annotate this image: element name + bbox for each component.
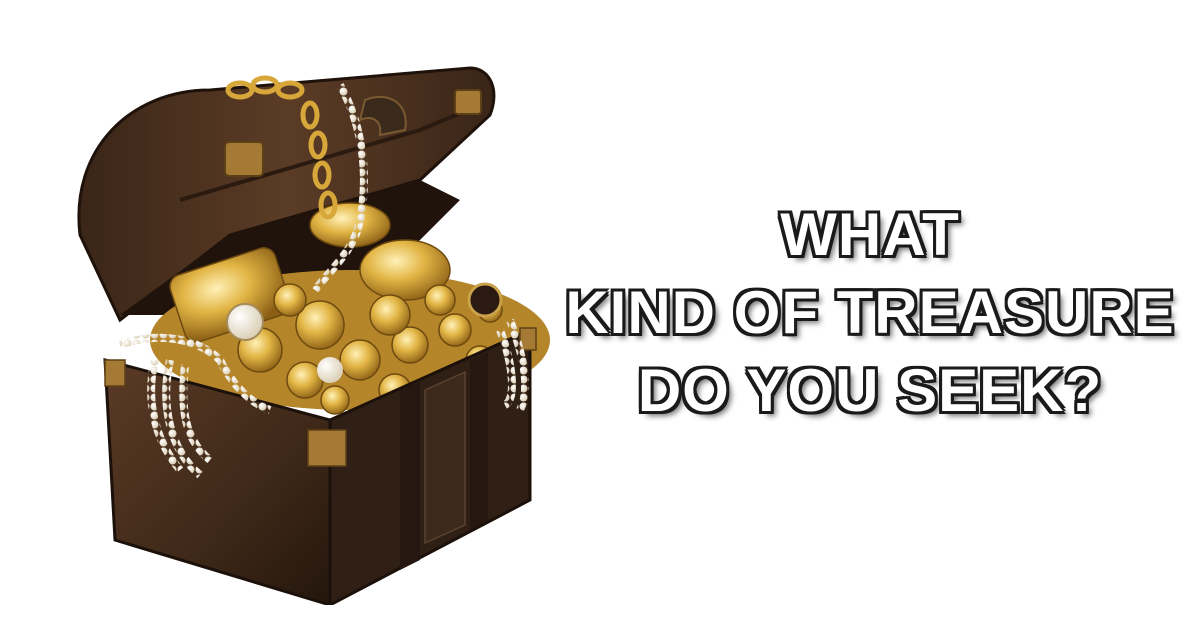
- treasure-chest-image: [60, 60, 560, 605]
- headline-line-1: WHAT: [780, 201, 960, 268]
- headline-line-3: DO YOU SEEK?: [637, 357, 1103, 424]
- treasure-chest-icon: [60, 60, 560, 605]
- headline-line-2: KIND OF TREASURE: [565, 279, 1175, 346]
- quiz-headline: [540, 196, 1200, 430]
